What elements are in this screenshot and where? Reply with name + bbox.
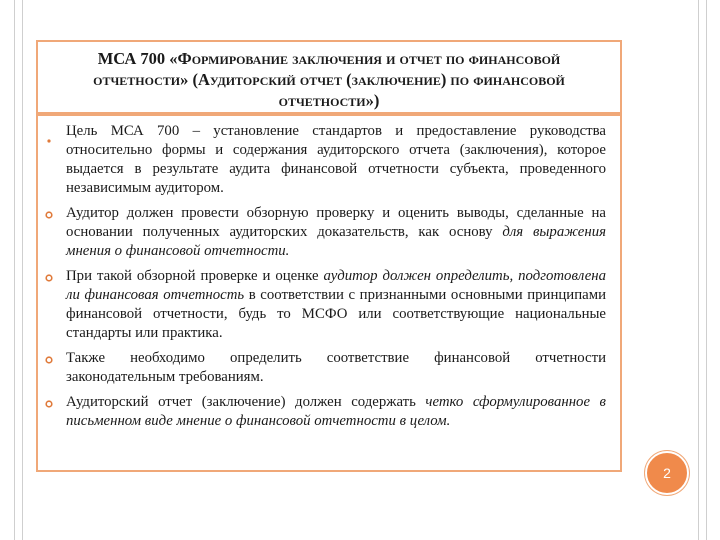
bullet-emphasis: аудитор должен определить, подготовлена ли финансовая отчетность xyxy=(66,268,606,303)
bullet-text: При такой обзорной проверке и оценке xyxy=(66,268,324,284)
left-margin-line xyxy=(22,0,23,540)
bullet-item xyxy=(38,267,620,343)
title-line: отчетности») xyxy=(278,91,380,110)
title-line: МСА 700 «Формирование заключения и отчет по финансовой xyxy=(97,49,561,68)
bullet-text: Также необходимо определить соответствие финансовой отчетности законодательным требованиям. xyxy=(66,350,606,385)
right-margin-line xyxy=(698,0,699,540)
bullet-ring-icon xyxy=(45,356,53,364)
bullet-list xyxy=(38,122,620,431)
bullet-item xyxy=(38,349,620,387)
bullet-emphasis: для выражения мнения о финансовой отчетности. xyxy=(66,224,606,259)
bullet-item xyxy=(38,122,620,198)
content-box xyxy=(36,114,622,472)
bullet-dot-icon xyxy=(47,130,51,134)
bullet-text: Аудитор должен провести обзорную проверку и оценить выводы, сделанные на основании полученных аудиторских доказательств, как основу xyxy=(66,205,606,240)
bullet-item xyxy=(38,204,620,261)
title-box xyxy=(36,40,622,114)
bullet-text: в соответствии с признанными основными принципами финансовой отчетности, будь то МСФО или соответствующие национальные стандарты или практика. xyxy=(66,287,606,341)
bullet-item xyxy=(38,393,620,431)
bullet-text: Цель МСА 700 – установление стандартов и предоставление руководства относительно формы и содержания аудиторского отчета (заключения), которое выдается в результате аудита финансовой отчетности субъекта, проведенного независимым аудитором. xyxy=(66,123,606,196)
bullet-emphasis: четко сформулированное в письменном виде мнение о финансовой отчетности в целом. xyxy=(66,394,606,429)
slide-title xyxy=(44,48,614,111)
title-line: отчетности» (Аудиторский отчет (заключение) по финансовой xyxy=(93,70,565,89)
right-margin-line xyxy=(706,0,707,540)
bullet-text: Аудиторский отчет (заключение) должен содержать xyxy=(66,394,426,410)
left-margin-line xyxy=(14,0,15,540)
bullet-ring-icon xyxy=(45,400,53,408)
page-number-badge: 2 xyxy=(645,451,689,495)
bullet-ring-icon xyxy=(45,211,53,219)
bullet-ring-icon xyxy=(45,274,53,282)
